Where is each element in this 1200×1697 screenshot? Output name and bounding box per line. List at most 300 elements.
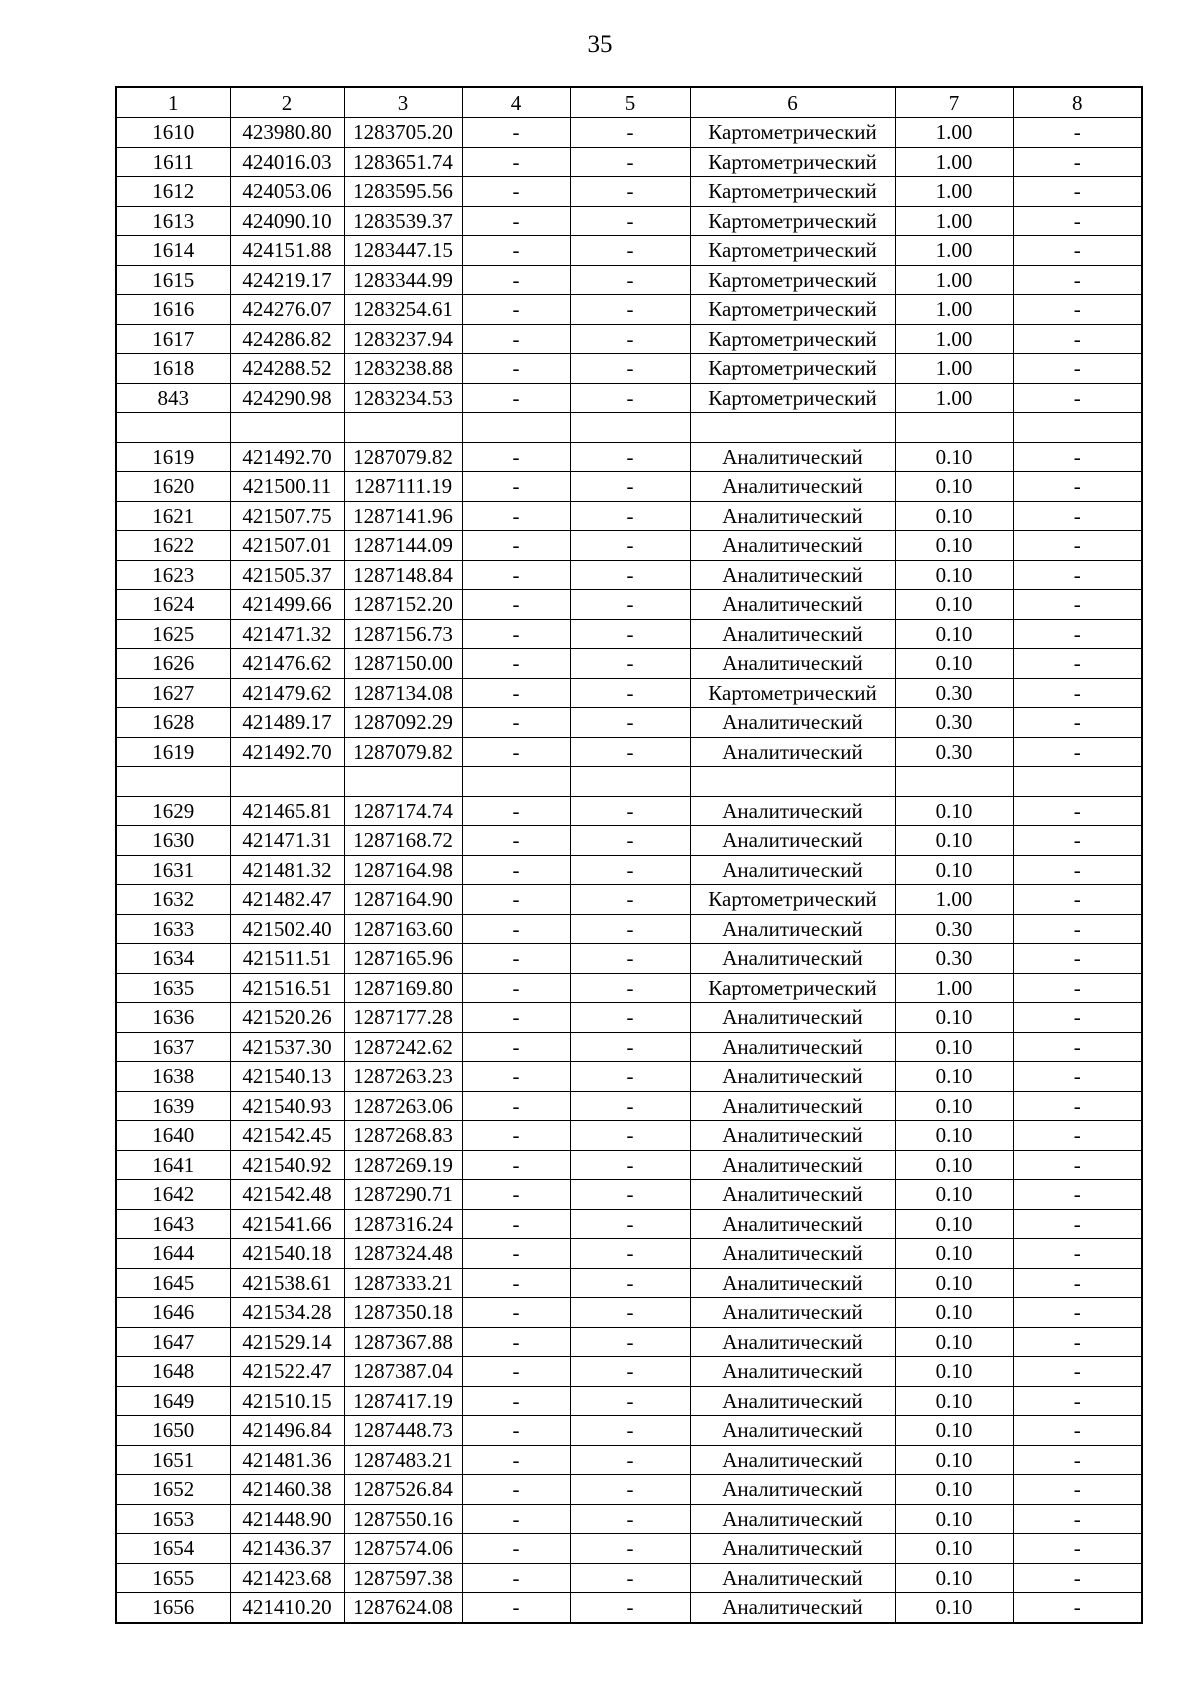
cell-x-coordinate: 421448.90 — [230, 1504, 344, 1534]
cell-col-8: - — [1013, 855, 1142, 885]
cell-col-4: - — [462, 501, 570, 531]
cell-col-8 — [1013, 767, 1142, 797]
cell-col-8: - — [1013, 383, 1142, 413]
cell-col-4: - — [462, 560, 570, 590]
table-row — [116, 147, 1142, 177]
cell-y-coordinate: 1287448.73 — [344, 1416, 462, 1446]
cell-accuracy: 1.00 — [895, 236, 1013, 266]
cell-col-8: - — [1013, 118, 1142, 148]
cell-col-5: - — [570, 1298, 690, 1328]
table-row — [116, 1032, 1142, 1062]
cell-point-number: 1612 — [116, 177, 230, 207]
table-row — [116, 324, 1142, 354]
cell-x-coordinate: 421541.66 — [230, 1209, 344, 1239]
cell-col-4: - — [462, 914, 570, 944]
cell-col-4: - — [462, 1121, 570, 1151]
cell-accuracy: 1.00 — [895, 324, 1013, 354]
cell-point-number: 1625 — [116, 619, 230, 649]
cell-col-5: - — [570, 944, 690, 974]
cell-accuracy: 0.30 — [895, 737, 1013, 767]
cell-point-number: 1620 — [116, 472, 230, 502]
cell-col-8: - — [1013, 708, 1142, 738]
table-row — [116, 708, 1142, 738]
cell-y-coordinate: 1283651.74 — [344, 147, 462, 177]
cell-accuracy: 0.10 — [895, 1593, 1013, 1623]
cell-method: Аналитический — [690, 1563, 895, 1593]
cell-col-8: - — [1013, 501, 1142, 531]
cell-method: Аналитический — [690, 855, 895, 885]
cell-accuracy: 0.10 — [895, 1091, 1013, 1121]
cell-method: Аналитический — [690, 1298, 895, 1328]
cell-col-8: - — [1013, 678, 1142, 708]
cell-col-4: - — [462, 531, 570, 561]
column-header-2: 2 — [230, 87, 344, 118]
cell-y-coordinate: 1287483.21 — [344, 1445, 462, 1475]
cell-col-5: - — [570, 737, 690, 767]
cell-y-coordinate: 1287152.20 — [344, 590, 462, 620]
cell-col-4: - — [462, 383, 570, 413]
cell-accuracy: 0.10 — [895, 501, 1013, 531]
cell-point-number: 1626 — [116, 649, 230, 679]
cell-col-5: - — [570, 118, 690, 148]
cell-method: Картометрический — [690, 885, 895, 915]
cell-x-coordinate: 421516.51 — [230, 973, 344, 1003]
cell-col-8: - — [1013, 472, 1142, 502]
cell-x-coordinate: 421529.14 — [230, 1327, 344, 1357]
cell-x-coordinate: 424016.03 — [230, 147, 344, 177]
cell-method: Картометрический — [690, 295, 895, 325]
table-row — [116, 1534, 1142, 1564]
cell-col-5 — [570, 413, 690, 443]
cell-accuracy: 0.10 — [895, 796, 1013, 826]
table-row — [116, 501, 1142, 531]
cell-point-number: 1633 — [116, 914, 230, 944]
table-row — [116, 973, 1142, 1003]
cell-col-4: - — [462, 1091, 570, 1121]
cell-col-5: - — [570, 531, 690, 561]
cell-y-coordinate: 1287079.82 — [344, 442, 462, 472]
table-row — [116, 295, 1142, 325]
cell-point-number: 1622 — [116, 531, 230, 561]
cell-col-4: - — [462, 1003, 570, 1033]
cell-x-coordinate: 421492.70 — [230, 442, 344, 472]
cell-col-4: - — [462, 737, 570, 767]
cell-col-5: - — [570, 914, 690, 944]
cell-y-coordinate: 1287550.16 — [344, 1504, 462, 1534]
cell-col-5: - — [570, 560, 690, 590]
cell-accuracy: 0.10 — [895, 1268, 1013, 1298]
cell-point-number — [116, 413, 230, 443]
cell-y-coordinate: 1287148.84 — [344, 560, 462, 590]
table-row — [116, 1593, 1142, 1623]
cell-point-number: 1641 — [116, 1150, 230, 1180]
cell-method: Аналитический — [690, 737, 895, 767]
cell-accuracy: 0.10 — [895, 619, 1013, 649]
cell-y-coordinate: 1287350.18 — [344, 1298, 462, 1328]
cell-method: Аналитический — [690, 708, 895, 738]
cell-method: Аналитический — [690, 1416, 895, 1446]
cell-col-8: - — [1013, 914, 1142, 944]
cell-point-number: 1656 — [116, 1593, 230, 1623]
cell-accuracy: 1.00 — [895, 147, 1013, 177]
cell-accuracy: 0.30 — [895, 708, 1013, 738]
cell-point-number: 1655 — [116, 1563, 230, 1593]
cell-col-5: - — [570, 265, 690, 295]
cell-col-4 — [462, 767, 570, 797]
cell-y-coordinate — [344, 767, 462, 797]
cell-col-5: - — [570, 1062, 690, 1092]
cell-x-coordinate: 421520.26 — [230, 1003, 344, 1033]
table-row — [116, 885, 1142, 915]
cell-x-coordinate: 421507.75 — [230, 501, 344, 531]
column-header-4: 4 — [462, 87, 570, 118]
cell-x-coordinate: 421500.11 — [230, 472, 344, 502]
cell-y-coordinate: 1287111.19 — [344, 472, 462, 502]
cell-x-coordinate: 421481.36 — [230, 1445, 344, 1475]
cell-x-coordinate: 421481.32 — [230, 855, 344, 885]
cell-accuracy: 0.10 — [895, 649, 1013, 679]
cell-col-4: - — [462, 354, 570, 384]
cell-y-coordinate: 1287164.98 — [344, 855, 462, 885]
cell-col-4: - — [462, 1180, 570, 1210]
cell-col-5 — [570, 767, 690, 797]
page-number: 35 — [587, 31, 613, 58]
cell-accuracy: 0.10 — [895, 1563, 1013, 1593]
cell-y-coordinate: 1287333.21 — [344, 1268, 462, 1298]
cell-point-number: 1649 — [116, 1386, 230, 1416]
cell-accuracy: 0.10 — [895, 1386, 1013, 1416]
cell-accuracy — [895, 767, 1013, 797]
cell-point-number: 1638 — [116, 1062, 230, 1092]
cell-col-8: - — [1013, 1091, 1142, 1121]
cell-col-8: - — [1013, 737, 1142, 767]
table-row — [116, 678, 1142, 708]
cell-accuracy: 0.10 — [895, 826, 1013, 856]
cell-col-4: - — [462, 796, 570, 826]
cell-x-coordinate: 424288.52 — [230, 354, 344, 384]
cell-accuracy: 0.10 — [895, 1180, 1013, 1210]
cell-col-4: - — [462, 1062, 570, 1092]
cell-col-5: - — [570, 206, 690, 236]
table-row — [116, 1386, 1142, 1416]
cell-method: Аналитический — [690, 619, 895, 649]
cell-accuracy: 0.10 — [895, 442, 1013, 472]
cell-point-number: 1611 — [116, 147, 230, 177]
cell-point-number: 1618 — [116, 354, 230, 384]
cell-col-8: - — [1013, 1209, 1142, 1239]
cell-col-5: - — [570, 1534, 690, 1564]
cell-col-5: - — [570, 324, 690, 354]
cell-col-4: - — [462, 1239, 570, 1269]
cell-x-coordinate: 421489.17 — [230, 708, 344, 738]
cell-point-number: 1646 — [116, 1298, 230, 1328]
cell-method: Аналитический — [690, 649, 895, 679]
table-header — [116, 87, 1142, 118]
cell-method: Картометрический — [690, 678, 895, 708]
cell-col-5: - — [570, 442, 690, 472]
cell-col-5: - — [570, 1239, 690, 1269]
cell-accuracy: 1.00 — [895, 206, 1013, 236]
cell-col-4: - — [462, 1327, 570, 1357]
cell-x-coordinate: 421540.93 — [230, 1091, 344, 1121]
table-row — [116, 1416, 1142, 1446]
cell-y-coordinate: 1287079.82 — [344, 737, 462, 767]
column-header-6: 6 — [690, 87, 895, 118]
table-row — [116, 796, 1142, 826]
cell-x-coordinate: 421540.92 — [230, 1150, 344, 1180]
table-row — [116, 442, 1142, 472]
cell-method: Аналитический — [690, 1386, 895, 1416]
cell-accuracy: 0.10 — [895, 1150, 1013, 1180]
cell-point-number: 1636 — [116, 1003, 230, 1033]
cell-point-number: 1647 — [116, 1327, 230, 1357]
cell-accuracy: 0.10 — [895, 1534, 1013, 1564]
cell-x-coordinate: 423980.80 — [230, 118, 344, 148]
cell-y-coordinate: 1283705.20 — [344, 118, 462, 148]
cell-point-number: 1624 — [116, 590, 230, 620]
cell-method: Аналитический — [690, 1180, 895, 1210]
cell-col-5: - — [570, 1268, 690, 1298]
cell-col-5: - — [570, 236, 690, 266]
cell-x-coordinate: 421460.38 — [230, 1475, 344, 1505]
cell-method: Аналитический — [690, 1475, 895, 1505]
cell-y-coordinate: 1287134.08 — [344, 678, 462, 708]
cell-y-coordinate: 1283234.53 — [344, 383, 462, 413]
cell-accuracy: 0.10 — [895, 1445, 1013, 1475]
cell-col-4: - — [462, 295, 570, 325]
cell-point-number: 1643 — [116, 1209, 230, 1239]
cell-accuracy: 1.00 — [895, 118, 1013, 148]
cell-method: Картометрический — [690, 354, 895, 384]
cell-col-8: - — [1013, 826, 1142, 856]
cell-col-5: - — [570, 1091, 690, 1121]
cell-col-5: - — [570, 973, 690, 1003]
cell-col-5: - — [570, 501, 690, 531]
cell-method: Аналитический — [690, 914, 895, 944]
cell-y-coordinate: 1287163.60 — [344, 914, 462, 944]
cell-y-coordinate: 1287144.09 — [344, 531, 462, 561]
cell-point-number: 1629 — [116, 796, 230, 826]
cell-point-number: 1627 — [116, 678, 230, 708]
cell-method: Аналитический — [690, 826, 895, 856]
cell-col-8: - — [1013, 1563, 1142, 1593]
cell-col-8: - — [1013, 885, 1142, 915]
cell-point-number: 1628 — [116, 708, 230, 738]
cell-x-coordinate: 421496.84 — [230, 1416, 344, 1446]
table-row — [116, 944, 1142, 974]
cell-accuracy: 0.10 — [895, 472, 1013, 502]
cell-col-4: - — [462, 826, 570, 856]
cell-point-number: 1615 — [116, 265, 230, 295]
cell-y-coordinate: 1287269.19 — [344, 1150, 462, 1180]
cell-col-8: - — [1013, 1534, 1142, 1564]
cell-method — [690, 767, 895, 797]
cell-col-4: - — [462, 590, 570, 620]
cell-method: Картометрический — [690, 177, 895, 207]
cell-y-coordinate: 1283237.94 — [344, 324, 462, 354]
cell-method: Картометрический — [690, 324, 895, 354]
cell-point-number: 1617 — [116, 324, 230, 354]
cell-col-5: - — [570, 1563, 690, 1593]
cell-col-4: - — [462, 1298, 570, 1328]
cell-col-4: - — [462, 944, 570, 974]
cell-method: Картометрический — [690, 118, 895, 148]
cell-method: Аналитический — [690, 944, 895, 974]
table-row — [116, 1209, 1142, 1239]
cell-y-coordinate: 1287165.96 — [344, 944, 462, 974]
cell-method: Аналитический — [690, 796, 895, 826]
cell-x-coordinate: 421505.37 — [230, 560, 344, 590]
cell-method: Аналитический — [690, 1593, 895, 1623]
cell-x-coordinate: 424276.07 — [230, 295, 344, 325]
cell-col-5: - — [570, 472, 690, 502]
cell-method: Аналитический — [690, 1445, 895, 1475]
cell-col-8: - — [1013, 590, 1142, 620]
cell-point-number: 1623 — [116, 560, 230, 590]
cell-x-coordinate: 424151.88 — [230, 236, 344, 266]
cell-accuracy: 0.10 — [895, 1475, 1013, 1505]
cell-point-number: 1614 — [116, 236, 230, 266]
cell-point-number: 1610 — [116, 118, 230, 148]
cell-col-4: - — [462, 649, 570, 679]
cell-method: Аналитический — [690, 1534, 895, 1564]
cell-y-coordinate: 1287168.72 — [344, 826, 462, 856]
header-row — [116, 87, 1142, 118]
cell-y-coordinate: 1287574.06 — [344, 1534, 462, 1564]
cell-point-number: 1631 — [116, 855, 230, 885]
table-row — [116, 1504, 1142, 1534]
cell-col-4: - — [462, 265, 570, 295]
cell-col-5: - — [570, 1357, 690, 1387]
cell-accuracy: 0.30 — [895, 678, 1013, 708]
cell-point-number: 1639 — [116, 1091, 230, 1121]
cell-y-coordinate: 1287526.84 — [344, 1475, 462, 1505]
cell-accuracy: 0.10 — [895, 1357, 1013, 1387]
cell-col-5: - — [570, 295, 690, 325]
cell-col-8: - — [1013, 531, 1142, 561]
cell-col-4: - — [462, 678, 570, 708]
cell-y-coordinate: 1287150.00 — [344, 649, 462, 679]
cell-col-8: - — [1013, 1386, 1142, 1416]
cell-accuracy: 1.00 — [895, 973, 1013, 1003]
cell-method: Картометрический — [690, 973, 895, 1003]
cell-method: Картометрический — [690, 147, 895, 177]
cell-col-4: - — [462, 147, 570, 177]
cell-y-coordinate: 1287156.73 — [344, 619, 462, 649]
cell-y-coordinate: 1287177.28 — [344, 1003, 462, 1033]
cell-method: Картометрический — [690, 236, 895, 266]
cell-x-coordinate: 424219.17 — [230, 265, 344, 295]
cell-point-number: 1637 — [116, 1032, 230, 1062]
cell-col-5: - — [570, 1327, 690, 1357]
cell-col-5: - — [570, 708, 690, 738]
cell-y-coordinate: 1287174.74 — [344, 796, 462, 826]
cell-accuracy: 0.10 — [895, 1062, 1013, 1092]
cell-y-coordinate: 1283447.15 — [344, 236, 462, 266]
column-header-5: 5 — [570, 87, 690, 118]
cell-col-8: - — [1013, 236, 1142, 266]
column-header-7: 7 — [895, 87, 1013, 118]
cell-point-number: 1630 — [116, 826, 230, 856]
table-row — [116, 1239, 1142, 1269]
table-row — [116, 1327, 1142, 1357]
cell-accuracy: 0.10 — [895, 590, 1013, 620]
cell-col-4: - — [462, 177, 570, 207]
cell-col-4 — [462, 413, 570, 443]
cell-x-coordinate — [230, 767, 344, 797]
cell-col-8: - — [1013, 265, 1142, 295]
cell-col-4: - — [462, 1416, 570, 1446]
cell-method: Аналитический — [690, 531, 895, 561]
cell-x-coordinate: 421507.01 — [230, 531, 344, 561]
cell-x-coordinate: 421534.28 — [230, 1298, 344, 1328]
cell-col-8: - — [1013, 442, 1142, 472]
table-row — [116, 1268, 1142, 1298]
cell-col-8: - — [1013, 1003, 1142, 1033]
cell-x-coordinate: 421537.30 — [230, 1032, 344, 1062]
cell-x-coordinate: 424290.98 — [230, 383, 344, 413]
cell-col-4: - — [462, 236, 570, 266]
cell-col-4: - — [462, 885, 570, 915]
table-row — [116, 383, 1142, 413]
cell-col-5: - — [570, 1032, 690, 1062]
cell-col-8: - — [1013, 1298, 1142, 1328]
table-row — [116, 265, 1142, 295]
cell-method — [690, 413, 895, 443]
cell-x-coordinate: 421511.51 — [230, 944, 344, 974]
cell-point-number: 1644 — [116, 1239, 230, 1269]
table-row — [116, 118, 1142, 148]
table-row — [116, 560, 1142, 590]
cell-col-5: - — [570, 678, 690, 708]
table-row — [116, 472, 1142, 502]
cell-x-coordinate: 421542.48 — [230, 1180, 344, 1210]
cell-method: Аналитический — [690, 590, 895, 620]
cell-accuracy: 0.10 — [895, 1416, 1013, 1446]
table-row — [116, 649, 1142, 679]
table-row — [116, 1150, 1142, 1180]
cell-col-4: - — [462, 619, 570, 649]
cell-point-number: 1642 — [116, 1180, 230, 1210]
cell-col-5: - — [570, 1416, 690, 1446]
cell-method: Аналитический — [690, 472, 895, 502]
table-row — [116, 826, 1142, 856]
table-row — [116, 1445, 1142, 1475]
cell-method: Аналитический — [690, 1504, 895, 1534]
cell-x-coordinate: 421492.70 — [230, 737, 344, 767]
cell-y-coordinate: 1283539.37 — [344, 206, 462, 236]
cell-col-5: - — [570, 177, 690, 207]
cell-col-8: - — [1013, 206, 1142, 236]
cell-point-number: 1651 — [116, 1445, 230, 1475]
cell-point-number: 1634 — [116, 944, 230, 974]
cell-col-4: - — [462, 1209, 570, 1239]
table-row — [116, 531, 1142, 561]
cell-point-number: 1619 — [116, 442, 230, 472]
cell-method: Картометрический — [690, 383, 895, 413]
cell-x-coordinate: 421423.68 — [230, 1563, 344, 1593]
table-row — [116, 1121, 1142, 1151]
cell-col-5: - — [570, 1475, 690, 1505]
cell-col-5: - — [570, 885, 690, 915]
cell-point-number: 1640 — [116, 1121, 230, 1151]
cell-col-8: - — [1013, 1357, 1142, 1387]
table-row — [116, 619, 1142, 649]
cell-col-8: - — [1013, 1062, 1142, 1092]
table-row — [116, 1298, 1142, 1328]
cell-col-8: - — [1013, 1268, 1142, 1298]
cell-col-8: - — [1013, 1032, 1142, 1062]
